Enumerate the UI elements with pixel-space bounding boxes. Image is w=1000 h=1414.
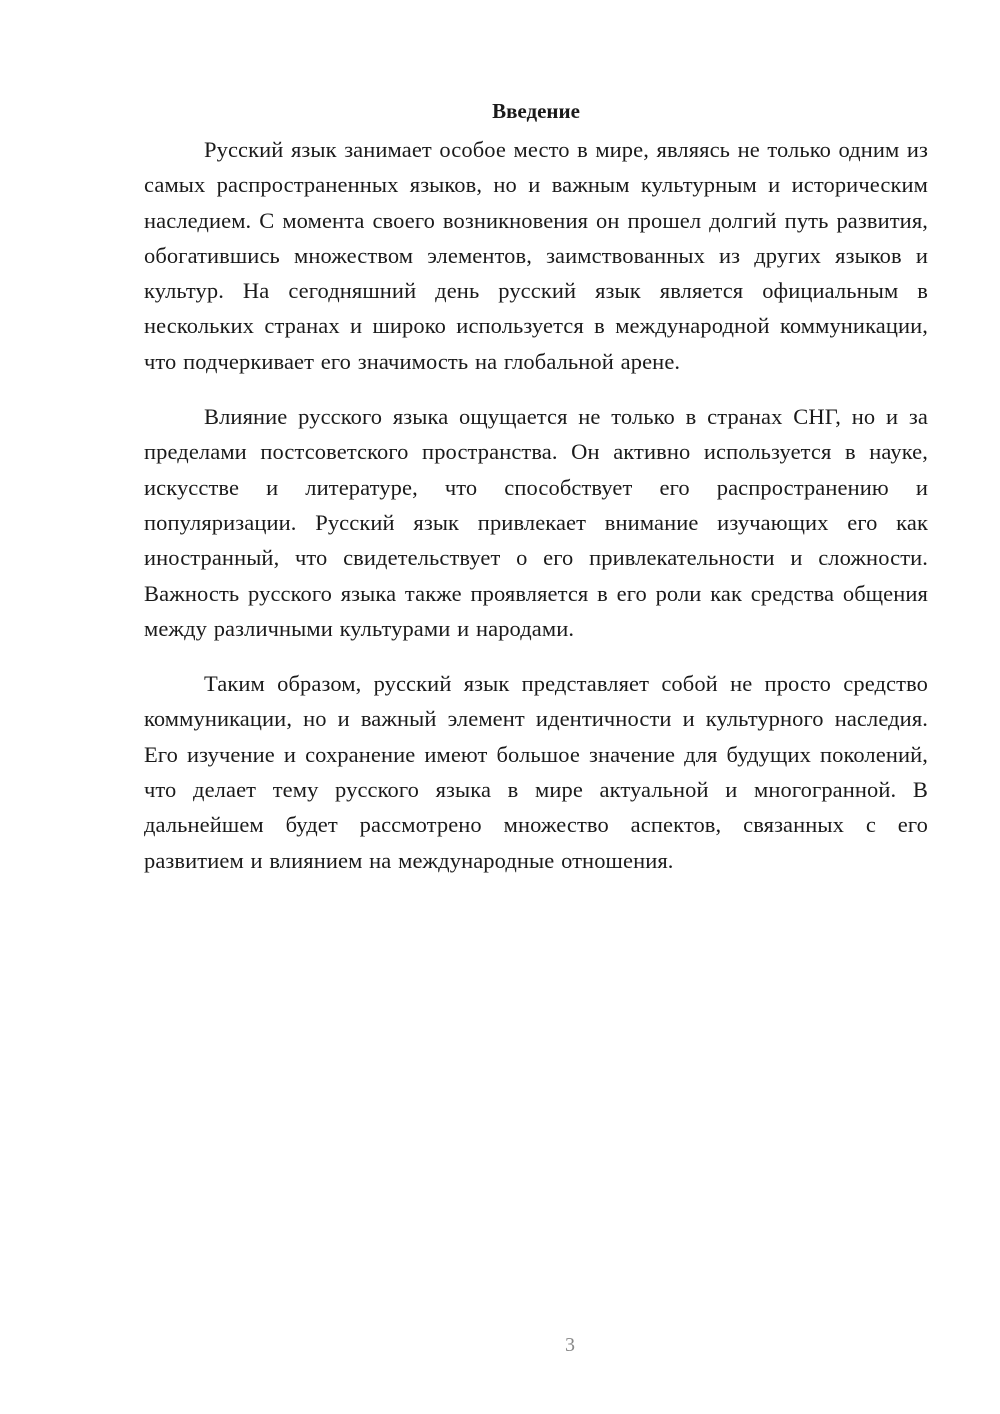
paragraph-3: Таким образом, русский язык представляет собой не просто средство коммуникации, но и важный элемент идентичности и культурного наследия. Его изучение и сохранение имеют большое значение для будущих поколений, что делает тему русского языка в мире актуальной и многогранной. В дальнейшем будет рассмотрено множество аспектов, связанных с его развитием и влиянием на международные отношения. [144, 671, 928, 873]
page-content [144, 96, 928, 898]
paragraph-1: Русский язык занимает особое место в мире, являясь не только одним из самых распространенных языков, но и важным культурным и историческим наследием. С момента своего возникновения он прошел долгий путь развития, обогатившись множеством элементов, заимствованных из других языков и культур. На сегодняшний день русский язык является официальным в нескольких странах и широко используется в международной коммуникации, что подчеркивает его значимость на глобальной арене. [144, 137, 928, 374]
section-title: Введение [492, 99, 580, 123]
page-number: 3 [565, 1334, 575, 1356]
paragraph-2: Влияние русского языка ощущается не только в странах СНГ, но и за пределами постсоветского пространства. Он активно используется в науке, искусстве и литературе, что способствует его распространению и популяризации. Русский язык привлекает внимание изучающих его как иностранный, что свидетельствует о его привлекательности и сложности. Важность русского языка также проявляется в его роли как средства общения между различными культурами и народами. [144, 404, 928, 641]
